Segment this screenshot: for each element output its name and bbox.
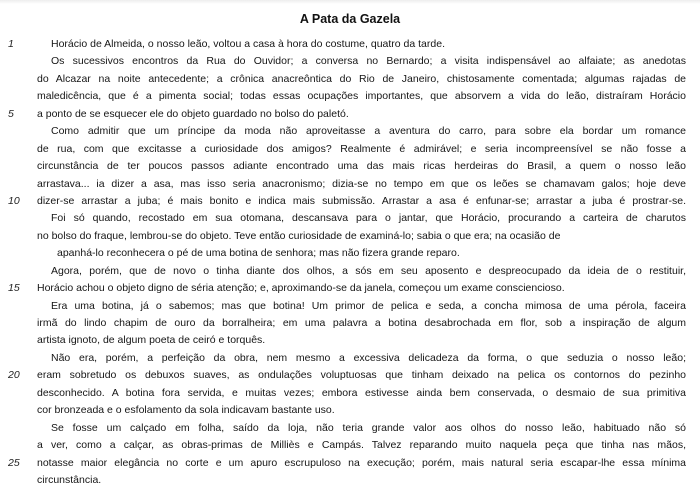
line-text: no bolso do fraque, lembrou-se do objeto. Teve então curiosidade de examiná-lo; sabia o que era; na ocasião de [37,229,561,242]
text-line [0,367,700,384]
text-line [0,420,700,437]
text-line [0,455,700,472]
line-text: circunstância de ter poucos passos adiante encontrado uma das mais ricas herdeiras do Brasil, a quem o nosso leão [37,160,686,173]
text-line [0,193,700,210]
line-text: cor bronzeada e o esfolamento da sola indicavam bastante uso. [37,404,335,417]
line-text: apanhá-lo reconhecera o pé de uma botina de senhora; mas não fizera grande reparo. [57,247,460,260]
text-line [0,228,700,245]
line-text: Horácio achou o objeto digno de séria atenção; e, aproximando-se da janela, começou um exame consciencioso. [37,282,565,295]
line-text: artista ignoto, de algum poeta de ceiró e torquês. [37,334,266,347]
text-line [0,280,700,297]
text-line [0,332,700,349]
line-text: Foi só quando, recostado em sua otomana, descansava para o jantar, que Horácio, procurando a carteira de charutos [51,212,686,225]
line-number: 10 [8,194,20,207]
line-number: 1 [8,38,14,50]
text-line [0,210,700,227]
line-text: de rua, com que excitasse a curiosidade dos amigos? Realmente é admirável; e seria incompreensível se não fosse a [37,142,686,155]
line-text: a ponto de se esquecer ele do objeto guardado no bolso do paletó. [37,107,349,120]
text-line [0,176,700,193]
line-text: maledicência, que é a pimenta social; todas essas ocupações importantes, que absorvem a vida do leão, distraíram Horácio [37,90,686,103]
line-text: circunstância. [37,473,102,486]
line-number: 20 [8,369,20,382]
line-text: Não era, porém, a perfeição da obra, nem mesmo a excessiva delicadeza da forma, o que seduzia o nosso leão; [51,351,686,364]
text-line [0,472,700,489]
line-text: irmã do lindo chapim de ouro da borralheira; em uma palavra a botina desabrochada em flor, sob a inspiração de algum [37,317,686,329]
line-text: arrastava... ia dizer a asa, mas isso seria anacronismo; dizia-se no tempo em que os leões se chamavam galos; hoje deve [37,177,686,190]
text-line [0,106,700,123]
text-line [0,385,700,402]
line-number: 5 [8,107,14,120]
text-line [0,36,700,53]
text-line [0,88,700,105]
line-text: do Alcazar na noite antecedente; a crônica anacreôntica do Rio de Janeiro, chistosamente comentada; algumas rajadas de [37,72,686,85]
text-line [0,350,700,367]
line-number: 15 [8,282,20,295]
line-text: eram sobretudo os debuxos suaves, as ondulações voluptuosas que tinham deixado na pelica os contornos do pezinho [37,369,686,382]
text-line [0,245,700,262]
text-line [0,71,700,88]
line-text: Horácio de Almeida, o nosso leão, voltou a casa à hora do costume, quatro da tarde. [51,38,445,50]
line-number: 25 [8,456,20,469]
line-text: Os sucessivos encontros da Rua do Ouvidor; a conversa no Bernardo; a visita indispensável ao alfaiate; as anedotas [51,55,686,68]
text-line [0,53,700,70]
page-top-shade [0,0,700,4]
text-line [0,141,700,158]
line-text: Como admitir que um príncipe da moda não aproveitasse a aventura do carro, para sobre ela bordar um romance [51,125,686,138]
document-body [0,36,700,489]
line-text: Era uma botina, já o sabemos; mas que botina! Um primor de pelica e seda, a concha mimosa de uma pérola, faceira [51,299,686,312]
line-text: dizer-se arrastar a juba; é mais bonito e indica mais submissão. Arrastar a asa é enfunar-se; arrastar a juba é prostrar-se. [37,194,686,207]
document-title: A Pata da Gazela [299,12,401,26]
text-line [0,123,700,140]
text-line [0,402,700,419]
text-line [0,158,700,175]
line-text: notasse maior elegância no corte e um apuro escrupuloso na execução; porém, mais natural seria escapar-lhe essa mínima [37,456,686,469]
text-line [0,298,700,315]
text-line [0,315,700,332]
line-text: Agora, porém, que de novo o tinha diante dos olhos, a sós em seu aposento e despreocupado da ideia de o restituir, [51,264,686,277]
text-line [0,263,700,280]
line-text: Se fosse um calçado em folha, saído da loja, não teria grande valor aos olhos do nosso leão, habituado não só [51,421,686,434]
text-line [0,437,700,454]
line-text: desconhecido. A botina fora servida, e muitas vezes; embora estivesse ainda bem conservada, o desmaio de sua primitiva [37,386,686,399]
line-text: a ver, como a calçar, as obras-primas de Milliès e Campás. Talvez reparando muito naquela peça que tinha nas mãos, [37,439,686,452]
